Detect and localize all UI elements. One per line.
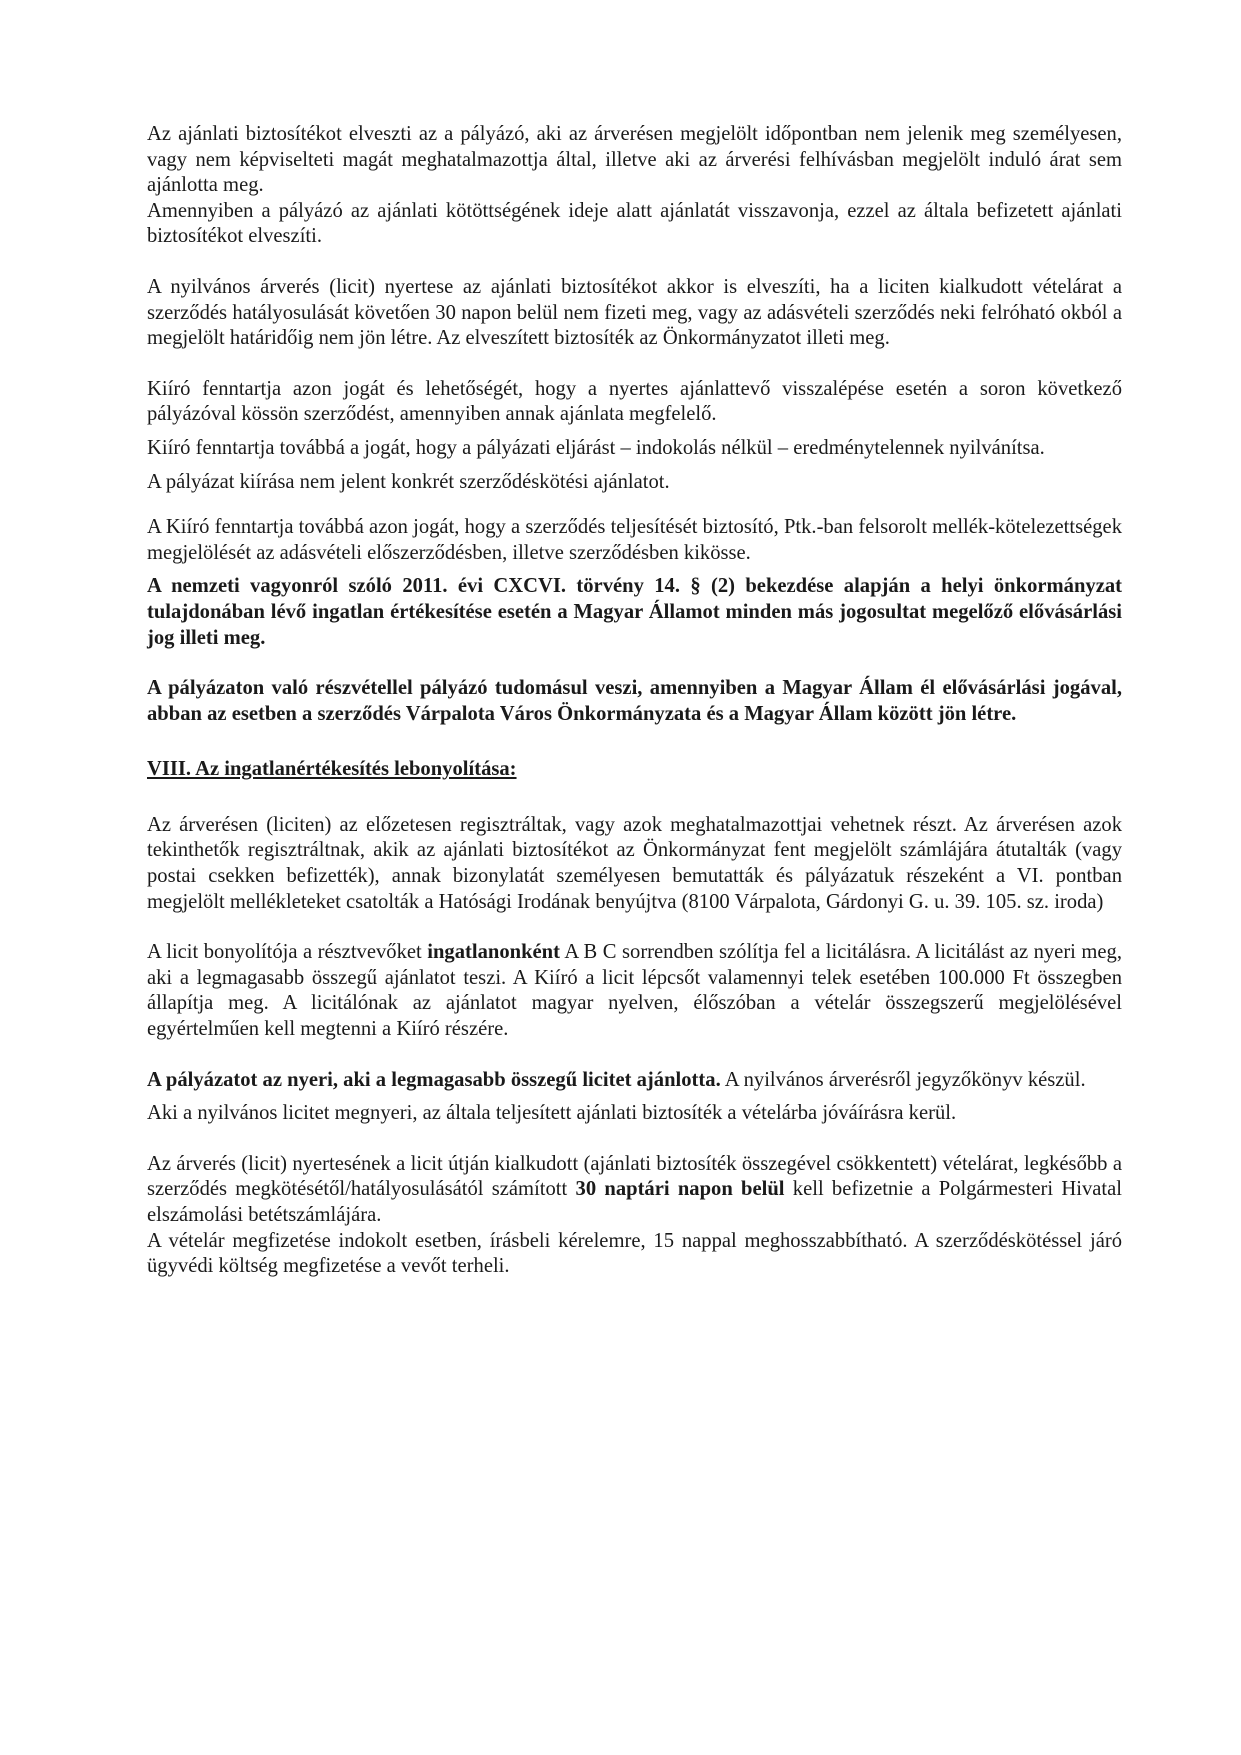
paragraph-unsuccessful: Kiíró fenntartja továbbá a jogát, hogy a pályázati eljárást – indokolás nélkül – eredménytelennek nyilvánítsa. [147, 436, 1045, 459]
paragraph-bid-security-loss: Az ajánlati biztosítékot elveszti az a pályázó, aki az árverésen megjelölt időpontban nem jelenik meg személyesen, vagy nem képviselteti magát meghatalmazottja által, illetve aki az árverési felhívásban megjelölt induló árat sem ajánlotta meg. [147, 123, 1122, 197]
paragraph-deposit-credit: Aki a nyilvános licitet megnyeri, az általa teljesített ajánlati biztosíték a vételárba jóváírásra kerül. [147, 1102, 957, 1125]
paragraph-extension: A vételár megfizetése indokolt esetben, írásbeli kérelemre, 15 nappal meghosszabbítható. A szerződéskötéssel járó ügyvédi költség megfizetése a vevőt terheli. [147, 1229, 1122, 1278]
paragraph-withdrawal: Amennyiben a pályázó az ajánlati kötöttségének ideje alatt ajánlatát visszavonja, ezzel az általa befizetett ajánlati biztosítékot elveszíti. [147, 199, 1122, 248]
text-span: A licit bonyolítója a résztvevőket [147, 941, 428, 964]
text-span: kell befizetnie a Polgármesteri Hivatal elszámolási betétszámlájára. [147, 1178, 1122, 1226]
paragraph-winner [147, 1068, 1122, 1094]
bold-span: A pályázatot az nyeri, aki a legmagasabb összegű licitet ajánlotta. [147, 1068, 721, 1091]
paragraph-payment-deadline [147, 1152, 1122, 1229]
paragraph-obligations: A Kiíró fenntartja továbbá azon jogát, hogy a szerződés teljesítését biztosító, Ptk.-ban felsorolt mellék-kötelezettségek megjelölését az adásvételi előszerződésben, illetve szerződésben kikösse. [147, 516, 1122, 564]
bold-span: ingatlanonként [427, 941, 560, 964]
paragraph-bidding-order [147, 940, 1122, 1042]
bold-span: 30 naptári napon belül [575, 1178, 785, 1201]
paragraph-no-offer: A pályázat kiírása nem jelent konkrét szerződéskötési ajánlatot. [147, 470, 670, 493]
section-heading-viii: VIII. Az ingatlanértékesítés lebonyolítása: [147, 758, 517, 781]
paragraph-hungarian-state: A pályázaton való részvétellel pályázó tudomásul veszi, amennyiben a Magyar Állam él elővásárlási jogával, abban az esetben a szerződés Várpalota Város Önkormányzata és a Magyar Állam között jön létre. [147, 677, 1122, 725]
text-span: A B C sorrendben szólítja fel a licitálásra. A licitálást az nyeri meg, aki a legmagasabb összegű ajánlatot teszi. A Kiíró a licit lépcsőt valamennyi telek esetében 100.000 Ft összegben állapítja meg. A licitálónak az ajánlatot magyar nyelven, élőszóban a vételár összegszerű megjelölésével egyértelműen kell megtenni a Kiíró részére. [147, 941, 1122, 1041]
paragraph-auction-winner: A nyilvános árverés (licit) nyertese az ajánlati biztosítékot akkor is elveszíti, ha a liciten kialkudott vételárat a szerződés hatályosulását követően 30 napon belül nem fizeti meg, vagy az adásvételi szerződés neki felróható okból a megjelölt határidőig nem jön létre. Az elveszített biztosíték az Önkormányzatot illeti meg. [147, 275, 1122, 350]
text-span: A nyilvános árverésről jegyzőkönyv készül. [720, 1068, 1086, 1091]
text-span: Az árverés (licit) nyertesének a licit útján kialkudott (ajánlati biztosíték összegével csökkentett) vételárat, legkésőbb a szerződés megkötésétől/hatályosulásától számított [147, 1152, 1122, 1201]
paragraph-registration: Az árverésen (liciten) az előzetesen regisztráltak, vagy azok meghatalmazottjai vehetnek részt. Az árverésen azok tekinthetők regisztráltnak, akik az ajánlati biztosítékot az Önkormányzat fent megjelölt számlájára átutalták (vagy postai csekken befizették), annak bizonylatát személyesen bemutatták és pályázatuk részeként a VI. pontban megjelölt mellékleteket csatolták a Hatósági Irodának benyújtva (8100 Várpalota, Gárdonyi G. u. 39. 105. sz. iroda) [147, 813, 1122, 913]
document-page [147, 122, 1122, 1280]
paragraph-next-bidder: Kiíró fenntartja azon jogát és lehetőségét, hogy a nyertes ajánlattevő visszalépése esetén a soron következő pályázóval kössön szerződést, amennyiben annak ajánlata megfelelő. [147, 377, 1122, 426]
paragraph-preemption-law: A nemzeti vagyonról szóló 2011. évi CXCVI. törvény 14. § (2) bekezdése alapján a helyi önkormányzat tulajdonában lévő ingatlan értékesítése esetén a Magyar Államot minden más jogosultat megelőző elővásárlási jog illeti meg. [147, 575, 1122, 649]
